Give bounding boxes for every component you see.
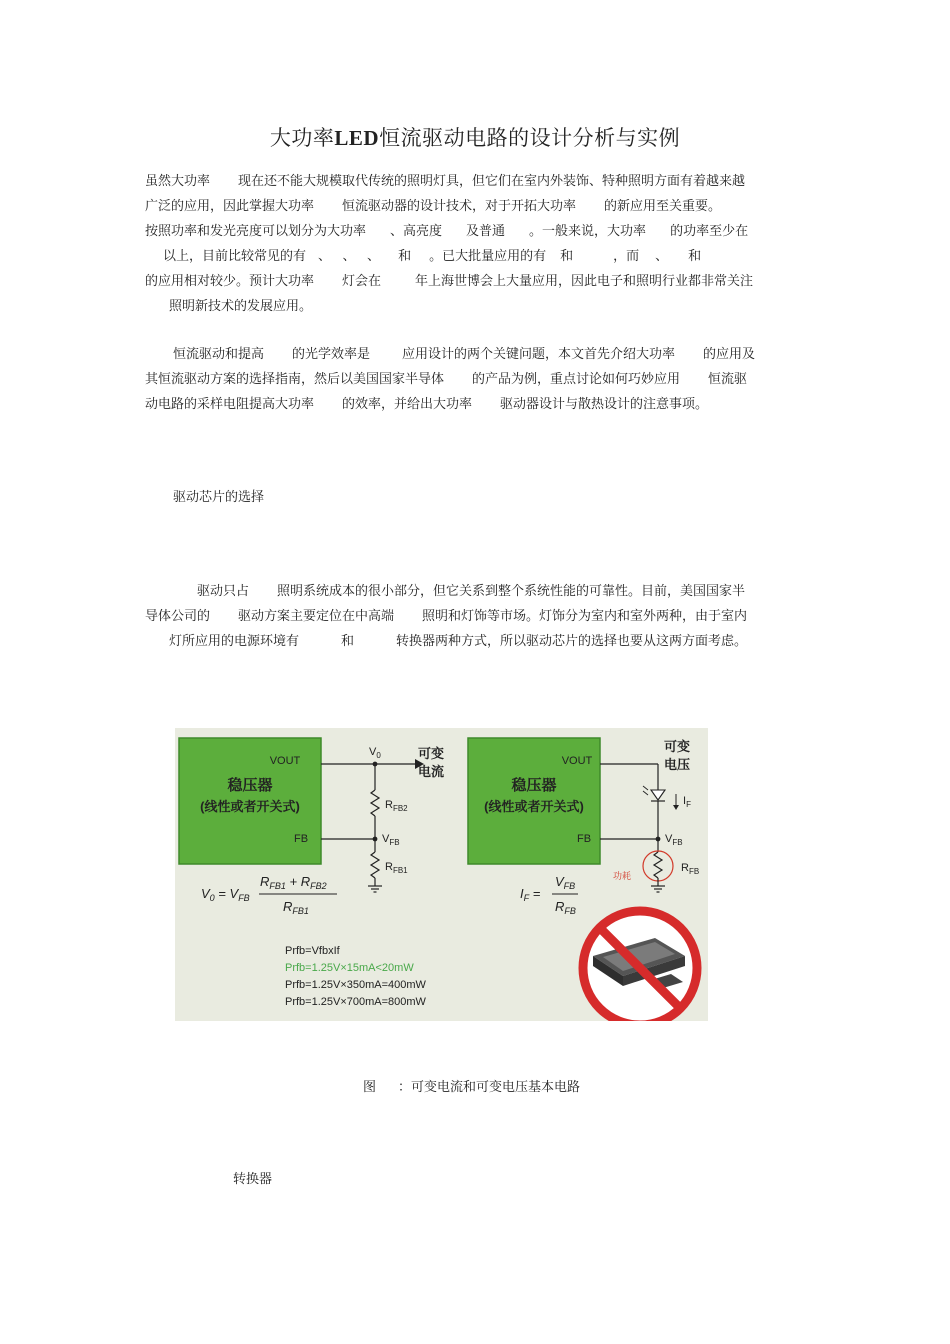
figure-caption: 图 ：可变电流和可变电压基本电路 xyxy=(363,1080,581,1095)
svg-text:IF: $I_F$ xyxy=(683,795,691,809)
right-circuit xyxy=(468,738,699,916)
text-line: 以上，目前比较常见的有 、 、 、 和 。已大批量应用的有 和 ，而 、 和 xyxy=(163,249,702,264)
text-line: 按照功率和发光亮度可以划分为大功率 、高亮度 及普通 。一般来说，大功率 的功率至少在 xyxy=(145,224,749,239)
svg-text:VOUT: VOUT xyxy=(561,755,593,767)
formula-line: Prfb=1.25V×350mA=400mW xyxy=(285,979,426,991)
svg-text:电压: 电压 xyxy=(664,757,691,772)
left-chip-label: 稳压器 xyxy=(227,777,273,794)
text-line: 广泛的应用，因此掌握大功率 恒流驱动器的设计技术，对于开拓大功率 的新应用至关重要。 xyxy=(145,199,722,214)
svg-text:VFB: $V_{FB}$ xyxy=(665,833,683,847)
formula-line: Prfb=1.25V×15mA<20mW xyxy=(285,962,414,974)
led-icon xyxy=(651,790,665,800)
svg-text:FB: FB xyxy=(576,833,592,845)
text-line: 动电路的采样电阻提高大功率 的效率，并给出大功率 驱动器设计与散热设计的注意事项。 xyxy=(145,397,709,412)
svg-text:RFB1 + RFB2: $R_{FB1} + R_{FB2}$ xyxy=(260,874,327,891)
text-line: 的应用相对较少。预计大功率 灯会在 年上海世博会上大量应用，因此电子和照明行业都非常关注 xyxy=(145,274,754,289)
text-line: 照明新技术的发展应用。 xyxy=(169,299,313,314)
svg-text:(线性或者开关式): (线性或者开关式) xyxy=(484,799,584,814)
formula-line: Prfb=VfbxIf xyxy=(285,945,340,957)
text-line: 驱动芯片的选择 xyxy=(173,490,265,505)
svg-text:VFB: $V_{FB}$ xyxy=(382,833,400,847)
svg-text:VFB: $V_{FB}$ xyxy=(555,874,576,891)
text-line: 导体公司的 驱动方案主要定位在中高端 照明和灯饰等市场。灯饰分为室内和室外两种，由于室内 xyxy=(145,609,748,624)
text-line: 虽然大功率 现在还不能大规模取代传统的照明灯具，但它们在室内外装饰、特种照明方面有着越来越 xyxy=(145,174,746,189)
resistor-rfb2 xyxy=(371,790,379,816)
right-equation xyxy=(520,874,578,916)
svg-text:IF =: $I_F$ = xyxy=(520,886,541,903)
power-loss-label: 功耗 xyxy=(613,871,632,881)
svg-text:RFB1: $R_{FB1}$ xyxy=(283,899,309,916)
left-pin-fb: FB xyxy=(293,833,309,845)
text-line: 其恒流驱动方案的选择指南，然后以美国国家半导体 的产品为例，重点讨论如何巧妙应用 恒流驱 xyxy=(145,372,748,387)
no-resistor-icon xyxy=(583,911,697,1021)
resistor-rfb1 xyxy=(371,852,379,878)
svg-text:稳压器: 稳压器 xyxy=(511,777,557,794)
svg-text:RFB2: $R_{FB2}$ xyxy=(385,799,408,813)
left-chip-sublabel: (线性或者开关式) xyxy=(200,799,300,814)
text-line: 转换器 xyxy=(233,1172,273,1187)
text-line: 灯所应用的电源环境有 和 转换器两种方式，所以驱动芯片的选择也要从这两方面考虑。 xyxy=(169,634,748,649)
svg-text:RFB1: $R_{FB1}$ xyxy=(385,861,408,875)
resistor-rfb xyxy=(654,852,662,878)
svg-text:电流: 电流 xyxy=(418,764,445,779)
left-equation xyxy=(201,874,337,916)
power-loss-ring xyxy=(643,851,673,881)
page-title: 大功率LED恒流驱动电路的设计分析与实例 xyxy=(269,126,681,150)
text-line: 恒流驱动和提高 的光学效率是 应用设计的两个关键问题，本文首先介绍大功率 的应用及 xyxy=(173,347,756,362)
left-circuit xyxy=(179,738,444,916)
formula-line: Prfb=1.25V×700mA=800mW xyxy=(285,996,426,1008)
power-formulas xyxy=(285,945,427,1008)
circuit-figure xyxy=(175,728,708,1021)
svg-text:V0 = VFB: $V_0 = V_{FB}$ xyxy=(201,886,250,903)
output-current-label: 可变 xyxy=(418,746,445,761)
text-line: 驱动只占 照明系统成本的很小部分，但它关系到整个系统性能的可靠性。目前，美国国家半 xyxy=(197,584,746,599)
svg-text:RFB: $R_{FB}$ xyxy=(555,899,576,916)
svg-text:RFB: $R_{FB}$ xyxy=(681,862,700,876)
svg-text:V0: $V_0$ xyxy=(369,746,381,760)
output-voltage-label: 可变 xyxy=(664,739,691,754)
left-pin-vout: VOUT xyxy=(269,755,301,767)
